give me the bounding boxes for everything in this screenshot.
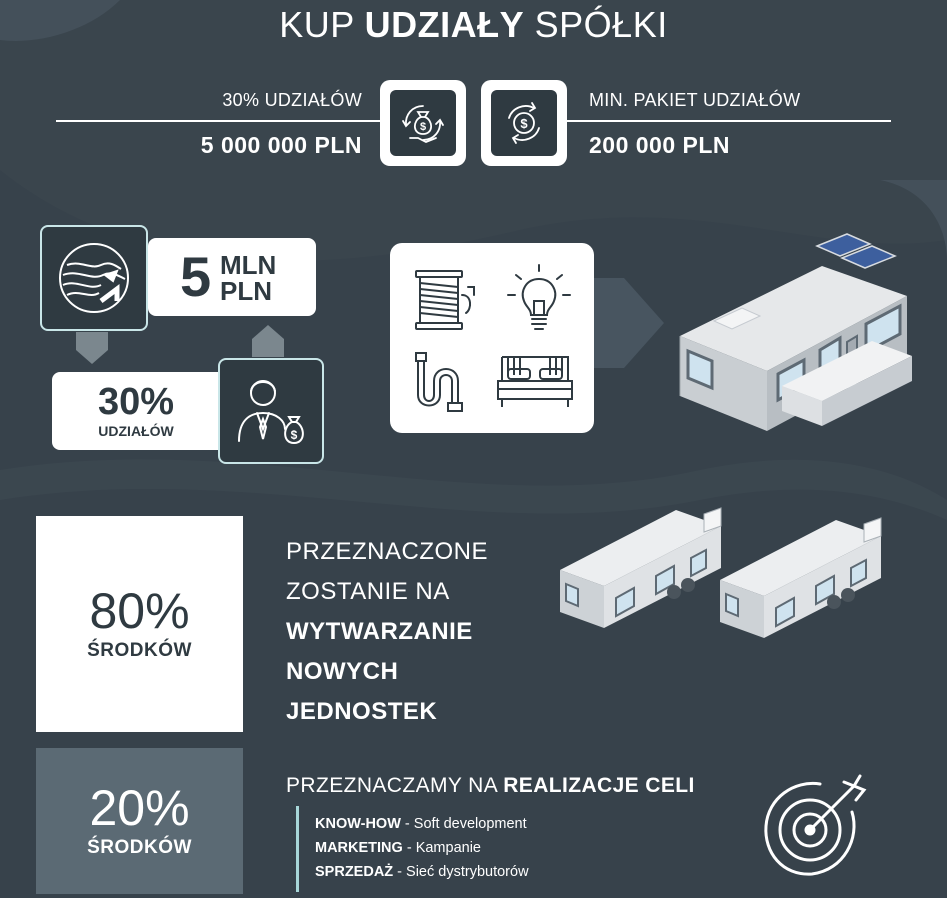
trailers-illustration <box>556 500 886 645</box>
company-logo-icon <box>51 235 137 321</box>
cable-reel-icon <box>412 265 478 335</box>
flow-arrow-down <box>76 332 108 364</box>
share-big: 30% <box>97 381 175 423</box>
divider-left <box>56 120 384 122</box>
shares-percent-label: 30% UDZIAŁÓW <box>222 90 362 110</box>
allocation-80-text <box>286 532 546 732</box>
min-package-label: MIN. PAKIET UDZIAŁÓW <box>589 90 801 110</box>
pipe-icon <box>412 347 478 417</box>
share-sub: UDZIAŁÓW <box>98 423 174 439</box>
materials-box <box>390 243 594 433</box>
amount-unit-pln: PLN <box>220 276 272 306</box>
page-title: KUP UDZIAŁY SPÓŁKI <box>279 4 668 45</box>
target-icon <box>756 768 876 888</box>
list-item: SPRZEDAŻ - Sieć dystrybutorów <box>315 864 529 880</box>
list-item: KNOW-HOW - Soft development <box>315 816 527 832</box>
process-arrow <box>594 258 684 388</box>
investor-icon <box>229 369 313 453</box>
allocation-80-sub: ŚRODKÓW <box>87 640 192 661</box>
flow-arrow-up <box>252 325 284 357</box>
list-item: MARKETING - Kampanie <box>315 840 481 856</box>
amount-unit-mln: MLN <box>220 250 277 280</box>
dollar-cycle-box <box>481 80 567 166</box>
allocation-20-sub: ŚRODKÓW <box>87 837 192 858</box>
amount-pill <box>148 238 316 316</box>
goals-list <box>296 806 529 892</box>
camper-illustration <box>672 226 912 441</box>
allocation-20-box <box>36 748 243 894</box>
alloc80-line1: PRZEZNACZONE <box>286 538 489 565</box>
svg-text:$: $ <box>520 116 528 131</box>
money-bag-exchange-box <box>380 80 466 166</box>
min-package-value: 200 000 PLN <box>589 132 731 158</box>
allocation-20-value: 20% <box>89 780 190 836</box>
money-bag-exchange-icon <box>396 96 450 150</box>
company-logo-box <box>40 225 148 331</box>
svg-text:$: $ <box>419 121 427 133</box>
investor-box <box>218 358 324 464</box>
light-bulb-icon <box>504 261 574 337</box>
shares-value: 5 000 000 PLN <box>200 132 362 158</box>
alloc80-line5: JEDNOSTEK <box>286 698 438 725</box>
share-pill <box>52 372 232 450</box>
amount-big: 5 <box>180 245 212 308</box>
alloc80-line3: WYTWARZANIE <box>286 618 473 645</box>
allocation-80-box <box>36 516 243 732</box>
dollar-cycle-icon <box>497 96 551 150</box>
allocation-80-value: 80% <box>89 583 190 639</box>
svg-text:$: $ <box>290 428 298 442</box>
alloc80-line2: ZOSTANIE NA <box>286 578 450 605</box>
allocation-20-heading: PRZEZNACZAMY NA REALIZACJE CELI <box>286 774 695 797</box>
alloc80-line4: NOWYCH <box>286 658 399 685</box>
divider-right <box>566 120 891 122</box>
bed-icon <box>494 349 576 415</box>
